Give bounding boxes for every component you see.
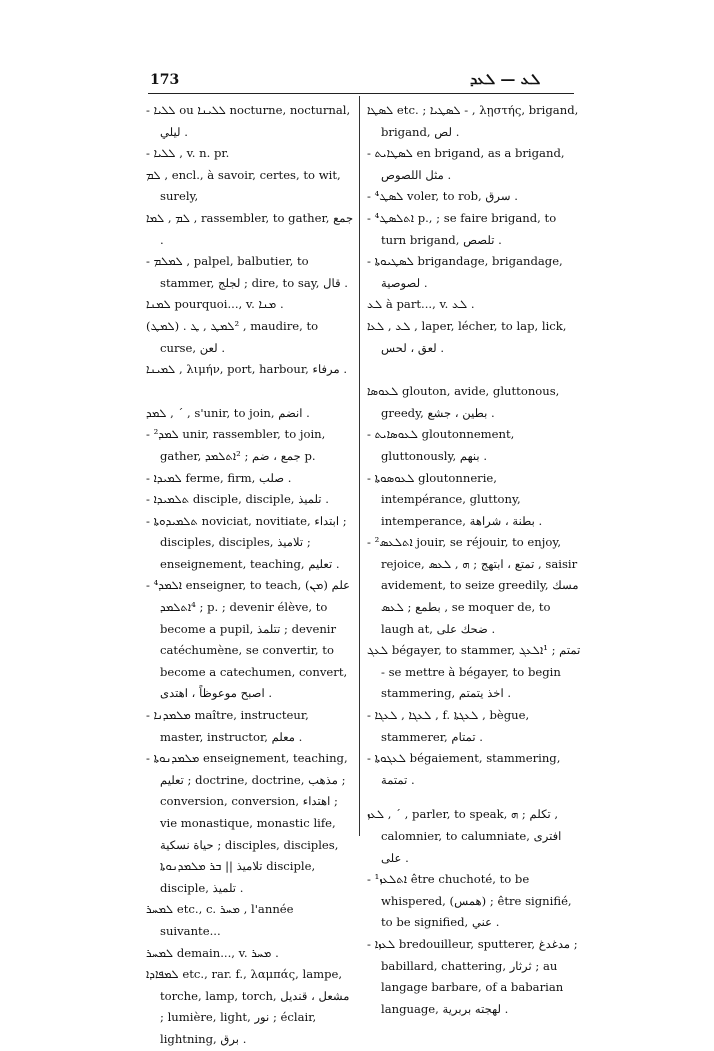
section-gap (367, 359, 581, 381)
dictionary-entry: ܠܣܛܐ etc. ; ܠܣܛܝܐ - , λῃστής, brigand, brigand, لص . (367, 103, 579, 139)
dictionary-entry: - ܠܥܙܐ bredouilleur, sputterer, مدغدغ ; babillard, chattering, ثرثار ; au langage barbare, of a babarian language, لهجته بربرية . (367, 936, 578, 1016)
dictionary-entry: ܠܡܕ , ´ , s'unir, to join, انضم . (146, 405, 310, 420)
dictionary-entry: ܠܡܚܪ demain..., v. ܡܚܪ . (146, 945, 279, 960)
dictionary-entry: - ⁴ܐܠܡܕ enseigner, to teach, علم (ܡܢ) ; ⁴ܐܬܠܡܕ p. ; devenir élève, to become a pupil, تتلمذ ; devenir catéchumène, se convertir, to become a catechumen, convert, اصبح موعوظاً ، اهتدى . (146, 578, 351, 701)
dictionary-entry: - ܬܠܡܝܕܘܬܐ noviciat, novitiate, ابتداء ; disciples, disciples, تلاميذ ; enseignement, teaching, تعليم . (146, 513, 347, 571)
dictionary-entry: - ܠܠܝܐ , v. n. pr. (146, 146, 230, 161)
dictionary-entry: - ܠܥܘܣܐܝܬ gloutonnement, gluttonously, بنهم . (367, 427, 515, 463)
column-divider (359, 96, 360, 836)
dictionary-entry: ܠܡܝܢܐ , λιμήν, port, harbour, مرفاء . (146, 362, 348, 377)
dictionary-entry: - ܠܡܝܕܐ ferme, firm, صلب . (146, 470, 292, 485)
dictionary-entry: ܠܥܘܣܐ glouton, avide, gluttonous, greedy, بطين ، جشع . (367, 384, 560, 420)
dictionary-entry: - ܠܣܛܝܘܬܐ brigandage, brigandage, لصوصية . (367, 254, 563, 290)
header-rule (148, 93, 574, 94)
dictionary-entry: - ܡܠܡܕܢܐ maître, instructeur, master, instructor, معلم . (146, 708, 309, 744)
dictionary-entry: ܠܡܢܐ pourquoi..., v. ܡܢܐ . (146, 297, 284, 312)
dictionary-entry: - ܠܠܝܐ ou ܠܠܝܢܐ nocturne, nocturnal, ليلي . (146, 103, 351, 139)
dictionary-entry: - ¹ܐܬܠܥܙ être chuchoté, to be whispered, (همس) ; être signifié, to be signified, عني . (367, 872, 572, 930)
dictionary-entry: ܠܥ à part..., v. ܠܥ . (367, 297, 475, 312)
dictionary-entry: - ܠܥܓܘܬܐ bégaiement, stammering, تمتمة . (367, 751, 561, 787)
section-gap (367, 791, 581, 804)
dictionary-entry: - ܠܡܠܡ , palpel, balbutier, to stammer, لجلج ; dire, to say, قال . (146, 254, 348, 290)
running-head: ܠܥ — ܠܥܕ (470, 70, 541, 88)
dictionary-entry: - ܡܠܡܕܢܘܬܐ enseignement, teaching, تعليم ; doctrine, doctrine, مذهب ; conversion, conversion, اهتداء ; vie monastique, monastic life, حياة نسكية ; disciples, disciples, تلاميذ || ܒܪ ܡܠܡܕܢܘܬܐ disciple, disciple, تلميذ . (146, 751, 348, 895)
dictionary-entry: - ܬܠܡܝܕܐ disciple, disciple, تلميذ . (146, 492, 329, 507)
dictionary-entry: - ܠܥܓܐ , ܠܥܓܐ , f. ܠܥܓܬܐ , bègue, stammerer, تمتام . (367, 708, 530, 744)
dictionary-entry: ܠܥܓ bégayer, to stammer, تمتم ; ¹ܐܠܥܓ - se mettre à bégayer, to begin stammering, اخذ يتمتم . (367, 643, 581, 701)
right-column (367, 100, 581, 1020)
dictionary-entry: - ²ܐܬܠܥܣ jouir, se réjouir, to enjoy, rejoice, تمتع ، ابتهج ; ܗ , ܠܥܣ , saisir avidement, to seize greedily, مسك بطمع ; ܠܥܣ , se moquer de, to laugh at, ضحك على . (367, 535, 579, 636)
dictionary-entry: ܠܥ , ܠܥܐ , laper, lécher, to lap, lick, لعق ، لحس . (367, 318, 567, 355)
dictionary-entry: ܠܡܚܪ etc., c. ܡܚܪ , l'année suivante... (146, 902, 294, 938)
dictionary-entry: ܠܡ , ܠܡܐ , rassembler, to gather, جمع . (146, 210, 354, 247)
dictionary-entry: ܠܡ , encl., à savoir, certes, to wit, surely, (146, 167, 341, 204)
dictionary-entry: - ²ܠܡܕ unir, rassembler, to join, gather, جمع ، ضم ; ²ܐܬܠܡܕ p. (146, 427, 326, 463)
section-gap (146, 381, 354, 403)
dictionary-entry: - ܠܣܛܐܝܬ en brigand, as a brigand, مثل اللصوص . (367, 146, 565, 182)
dictionary-entry: - ⁴ܐܬܠܣܛ p., ; se faire brigand, to turn brigand, تلصص . (367, 210, 557, 247)
page-number: 173 (150, 72, 180, 88)
dictionary-entry: - ܠܥܘܣܘܬܐ gloutonnerie, intempérance, gluttony, intemperance, بطنة ، شراهة . (367, 470, 543, 528)
left-column (146, 100, 354, 1051)
dictionary-entry: (ܠܡܛ) . ²ܠܡܛ , ܛ , maudire, to curse, لعن . (146, 318, 319, 355)
dictionary-entry: ܠܥܙ , ´ , parler, to speak, تكلم ; ܗ , calomnier, to calumniate, افترى على . (367, 807, 562, 865)
dictionary-entry: ܠܡܦܐܕܐ etc., rar. f., λαμπάς, lampe, torche, lamp, torch, مشعل ، قنديل ; lumière, light, نور ; éclair, lightning, برق . (146, 967, 350, 1046)
dictionary-entry: - ⁴ܠܣܛ voler, to rob, سرق . (367, 189, 518, 204)
